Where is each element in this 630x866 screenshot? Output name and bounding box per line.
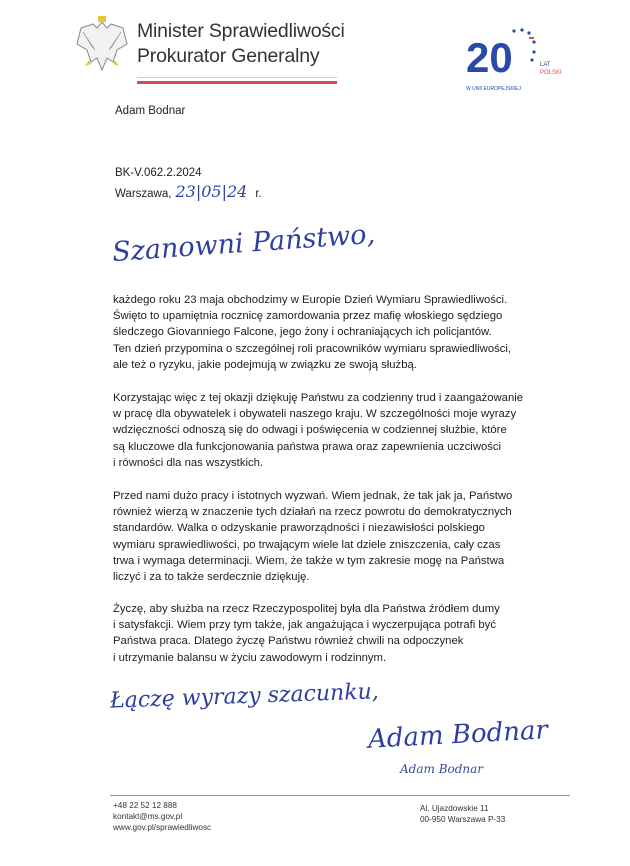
handwritten-signature: Adam Bodnar xyxy=(367,715,549,755)
text-line: trwa i wymaga determinacji. Wiem, że także w tym zakresie mogę na Państwa xyxy=(113,554,505,567)
text-line: liczyć i za to także serdecznie dziękuję. xyxy=(113,571,310,584)
text-line: i satysfakcji. Wiem przy tym także, jak angażująca i wyczerpująca potrafi być xyxy=(113,619,496,632)
header-red-stripe xyxy=(137,81,337,84)
paragraph-2 xyxy=(113,390,523,471)
eu-logo-polski: POLSKI xyxy=(540,70,562,76)
text-line: śledczego Giovanniego Falcone, jego żony i ochraniających ich policjantów. xyxy=(113,326,492,339)
text-line: i utrzymanie balansu w życiu zawodowym i rodzinnym. xyxy=(113,651,387,664)
text-line: Ten dzień przypomina o szczególnej roli pracowników wymiaru sprawiedliwości, xyxy=(113,342,512,355)
footer-address-line1: Al. Ujazdowskie 11 xyxy=(420,804,489,813)
footer-address-line2: 00-950 Warszawa P-33 xyxy=(420,815,506,824)
ministry-title: Minister Sprawiedliwości xyxy=(137,20,345,42)
text-line: są kluczowe dla funkcjonowania państwa prawa oraz zapewnienia uczciwości xyxy=(113,440,502,453)
header-divider xyxy=(137,77,337,78)
footer-email[interactable]: kontakt@ms.gov.pl xyxy=(113,812,183,821)
text-line: standardów. Walka o odzyskanie praworządności i niezawisłości polskiego xyxy=(113,522,485,535)
footer-contact xyxy=(113,800,211,833)
polish-eagle-emblem xyxy=(73,14,131,76)
text-line: Życzę, aby służba na rzecz Rzeczypospolitej była dla Państwa źródłem dumy xyxy=(113,603,500,615)
text-line: ale też o ryzyku, jakie podejmują w związku ze swoją służbą. xyxy=(113,358,417,371)
handwritten-closing: Łączę wyrazy szacunku, xyxy=(109,679,380,714)
eu-stars-icon xyxy=(496,28,536,78)
text-line: w pracę dla obywatelek i obywateli naszego kraju. W szczególności moje wyrazy xyxy=(113,408,517,421)
text-line: i równości dla nas wszystkich. xyxy=(113,456,264,469)
handwritten-date: 23|05|24 xyxy=(175,182,248,201)
paragraph-4 xyxy=(113,601,500,666)
author-name: Adam Bodnar xyxy=(115,105,186,117)
footer-phone: +48 22 52 12 888 xyxy=(113,801,177,810)
place-date-line xyxy=(115,182,262,204)
eu-logo-number: 20 xyxy=(466,34,513,81)
text-line: każdego roku 23 maja obchodzimy w Europie Dzień Wymiaru Sprawiedliwości. xyxy=(113,294,508,306)
text-line: Przed nami dużo pracy i istotnych wyzwań. Wiem jednak, że tak jak ja, Państwo xyxy=(113,490,513,502)
eu-logo-lat: LAT xyxy=(540,62,551,68)
ministry-subtitle: Prokurator Generalny xyxy=(137,45,320,67)
footer-website[interactable]: www.gov.pl/sprawiedliwosc xyxy=(113,823,212,832)
date-suffix: r. xyxy=(255,188,262,200)
footer-divider xyxy=(110,795,570,796)
paragraph-1 xyxy=(113,292,511,373)
paragraph-3 xyxy=(113,488,512,585)
handwritten-greeting: Szanowni Państwo, xyxy=(111,218,377,269)
place: Warszawa, xyxy=(115,188,172,200)
signature-stamp: Adam Bodnar xyxy=(400,762,484,776)
text-line: wymiaru sprawiedliwości, po trwającym wiele lat dziele zniszczenia, cały czas xyxy=(113,538,501,551)
reference-number: BK-V.062.2.2024 xyxy=(115,167,202,179)
text-line: Państwa praca. Dlatego życzę Państwu również chwili na odpoczynek xyxy=(113,635,464,648)
text-line: wdzięczności odnoszą się do odwagi i poświęcenia w codziennej służbie, które xyxy=(113,424,507,437)
eu-anniversary-logo xyxy=(466,28,566,108)
eu-logo-unii: W UNII EUROPEJSKIEJ xyxy=(466,86,522,92)
footer-address xyxy=(420,803,505,825)
text-line: Korzystając więc z tej okazji dziękuję Państwu za codzienny trud i zaangażowanie xyxy=(113,392,524,404)
text-line: również wierzą w znaczenie tych działań na rzecz powrotu do demokratycznych xyxy=(113,506,512,519)
text-line: Święto to upamiętnia rocznicę zamordowania przez mafię włoskiego sędziego xyxy=(113,310,503,323)
